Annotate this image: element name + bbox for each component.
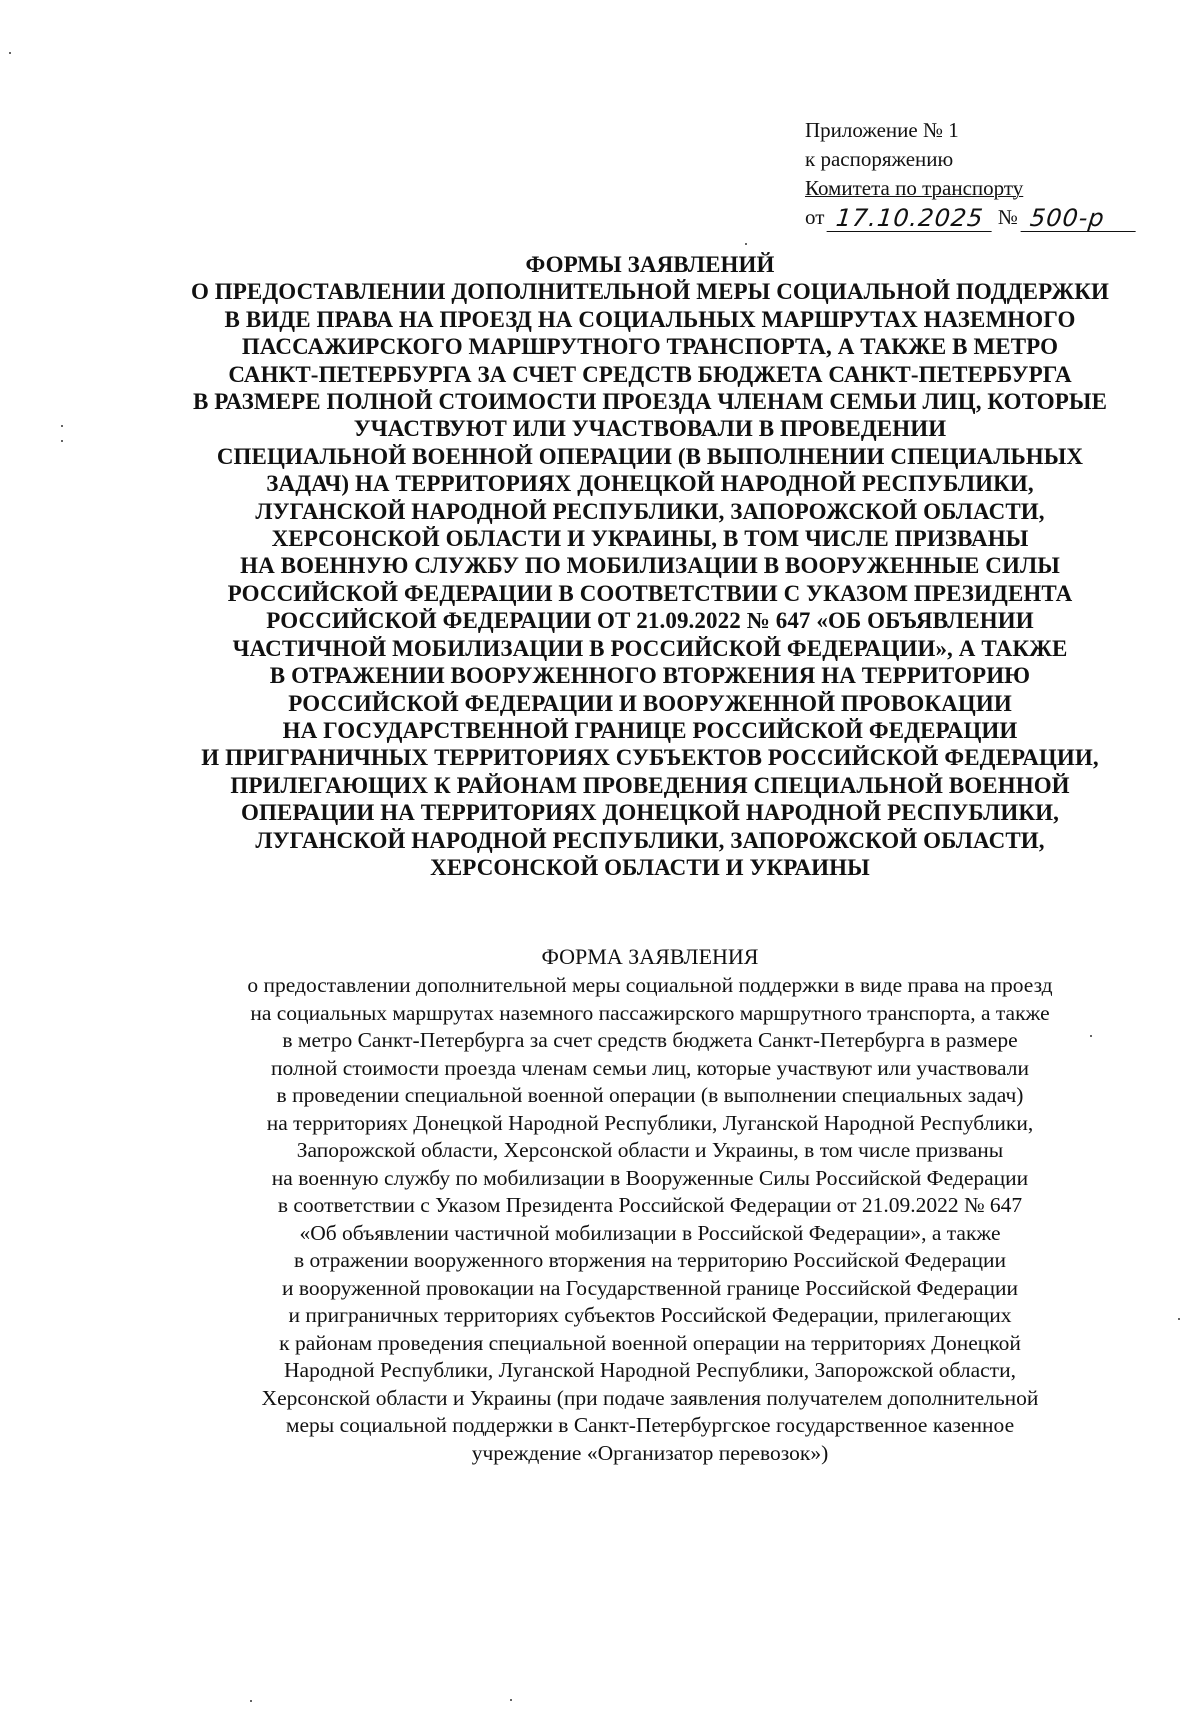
title-line: САНКТ-ПЕТЕРБУРГА ЗА СЧЕТ СРЕДСТВ БЮДЖЕТА САНКТ-ПЕТЕРБУРГА xyxy=(228,361,1072,387)
annex-line-1: Приложение № 1 xyxy=(805,118,959,142)
scan-speck xyxy=(250,1700,252,1702)
scan-speck xyxy=(1178,1318,1180,1320)
title-line: ЗАДАЧ) НА ТЕРРИТОРИЯХ ДОНЕЦКОЙ НАРОДНОЙ РЕСПУБЛИКИ, xyxy=(266,471,1034,497)
form-description-line: в метро Санкт-Петербурга за счет средств бюджета Санкт-Петербурга в размере xyxy=(282,1028,1018,1052)
scan-speck xyxy=(1090,1035,1092,1037)
form-description-line: Запорожской области, Херсонской области и Украины, в том числе призваны xyxy=(296,1138,1004,1162)
title-line: ЛУГАНСКОЙ НАРОДНОЙ РЕСПУБЛИКИ, ЗАПОРОЖСКОЙ ОБЛАСТИ, xyxy=(255,498,1045,524)
form-description-line: Херсонской области и Украины (при подаче заявления получателем дополнительной xyxy=(261,1385,1039,1410)
form-description-line: в отражении вооруженного вторжения на территорию Российской Федерации xyxy=(293,1248,1007,1272)
title-line: ЧАСТИЧНОЙ МОБИЛИЗАЦИИ В РОССИЙСКОЙ ФЕДЕРАЦИИ», А ТАКЖЕ xyxy=(232,635,1068,661)
annex-date-prefix: от xyxy=(805,205,825,229)
form-description-line: на территориях Донецкой Народной Республики, Луганской Народной Республики, xyxy=(266,1110,1034,1135)
title-line: ОПЕРАЦИИ НА ТЕРРИТОРИЯХ ДОНЕЦКОЙ НАРОДНОЙ РЕСПУБЛИКИ, xyxy=(241,800,1059,826)
form-description-line: в соответствии с Указом Президента Российской Федерации от 21.09.2022 № 647 xyxy=(277,1193,1023,1217)
form-description-line: меры социальной поддержки в Санкт-Петербургское государственное казенное xyxy=(285,1413,1015,1437)
form-description-line: на военную службу по мобилизации в Вооруженные Силы Российской Федерации xyxy=(271,1165,1029,1190)
title-line: И ПРИГРАНИЧНЫХ ТЕРРИТОРИЯХ СУБЪЕКТОВ РОССИЙСКОЙ ФЕДЕРАЦИИ, xyxy=(201,745,1099,771)
form-description-line: Народной Республики, Луганской Народной Республики, Запорожской области, xyxy=(284,1358,1016,1382)
annex-header xyxy=(805,116,1137,232)
annex-number-prefix: № xyxy=(997,205,1018,229)
title-line: ПАССАЖИРСКОГО МАРШРУТНОГО ТРАНСПОРТА, А ТАКЖЕ В МЕТРО xyxy=(241,334,1059,360)
title-line: НА ГОСУДАРСТВЕННОЙ ГРАНИЦЕ РОССИЙСКОЙ ФЕДЕРАЦИИ xyxy=(282,717,1018,743)
scan-speck xyxy=(745,243,747,245)
title-line: РОССИЙСКОЙ ФЕДЕРАЦИИ В СООТВЕТСТВИИ С УКАЗОМ ПРЕЗИДЕНТА xyxy=(227,580,1073,606)
title-line: НА ВОЕННУЮ СЛУЖБУ ПО МОБИЛИЗАЦИИ В ВООРУЖЕННЫЕ СИЛЫ xyxy=(240,553,1060,579)
annex-date-handwritten: 17.10.2025 xyxy=(827,205,995,232)
title-line: РОССИЙСКОЙ ФЕДЕРАЦИИ ОТ 21.09.2022 № 647 «ОБ ОБЪЯВЛЕНИИ xyxy=(266,608,1034,634)
title-line: ПРИЛЕГАЮЩИХ К РАЙОНАМ ПРОВЕДЕНИЯ СПЕЦИАЛЬНОЙ ВОЕННОЙ xyxy=(230,772,1070,798)
title-line: О ПРЕДОСТАВЛЕНИИ ДОПОЛНИТЕЛЬНОЙ МЕРЫ СОЦИАЛЬНОЙ ПОДДЕРЖКИ xyxy=(190,279,1110,305)
title-line: РОССИЙСКОЙ ФЕДЕРАЦИИ И ВООРУЖЕННОЙ ПРОВОКАЦИИ xyxy=(288,690,1012,716)
title-line: ХЕРСОНСКОЙ ОБЛАСТИ И УКРАИНЫ, В ТОМ ЧИСЛЕ ПРИЗВАНЫ xyxy=(271,526,1029,552)
annex-line-2: к распоряжению xyxy=(805,147,954,171)
title-line: СПЕЦИАЛЬНОЙ ВОЕННОЙ ОПЕРАЦИИ (В ВЫПОЛНЕНИИ СПЕЦИАЛЬНЫХ xyxy=(216,443,1084,469)
title-line: В РАЗМЕРЕ ПОЛНОЙ СТОИМОСТИ ПРОЕЗДА ЧЛЕНАМ СЕМЬИ ЛИЦ, КОТОРЫЕ xyxy=(192,389,1108,415)
title-line: УЧАСТВУЮТ ИЛИ УЧАСТВОВАЛИ В ПРОВЕДЕНИИ xyxy=(353,416,947,442)
scan-speck xyxy=(510,1699,512,1701)
scan-speck xyxy=(9,52,11,54)
annex-number-handwritten: 500-р xyxy=(1020,205,1138,232)
form-description-line: полной стоимости проезда членам семьи лиц, которые участвуют или участвовали xyxy=(270,1055,1030,1080)
scan-speck xyxy=(61,440,63,442)
form-description-line: «Об объявлении частичной мобилизации в Российской Федерации», а также xyxy=(299,1220,1001,1245)
annex-line-3: Комитета по транспорту xyxy=(805,176,1024,200)
document-title xyxy=(120,251,1180,881)
form-description-line: и вооруженной провокации на Государственной границе Российской Федерации xyxy=(281,1275,1019,1300)
title-line: ФОРМЫ ЗАЯВЛЕНИЙ xyxy=(525,252,775,277)
form-description-line: к районам проведения специальной военной операции на территориях Донецкой xyxy=(279,1330,1021,1355)
title-line: ЛУГАНСКОЙ НАРОДНОЙ РЕСПУБЛИКИ, ЗАПОРОЖСКОЙ ОБЛАСТИ, xyxy=(255,827,1045,853)
form-description xyxy=(120,972,1180,1467)
title-line: В ВИДЕ ПРАВА НА ПРОЕЗД НА СОЦИАЛЬНЫХ МАРШРУТАХ НАЗЕМНОГО xyxy=(224,306,1076,332)
title-line: ХЕРСОНСКОЙ ОБЛАСТИ И УКРАИНЫ xyxy=(430,854,870,880)
annex-date-number-row xyxy=(805,203,1137,232)
form-description-line: учреждение «Организатор перевозок») xyxy=(471,1440,829,1465)
form-description-line: о предоставлении дополнительной меры социальной поддержки в виде права на проезд xyxy=(247,973,1053,997)
form-description-line: и приграничных территориях субъектов Российской Федерации, прилегающих xyxy=(288,1303,1012,1327)
title-line: В ОТРАЖЕНИИ ВООРУЖЕННОГО ВТОРЖЕНИЯ НА ТЕРРИТОРИЮ xyxy=(269,663,1031,689)
form-description-line: на социальных маршрутах наземного пассажирского маршрутного транспорта, а также xyxy=(250,1000,1050,1025)
scan-speck xyxy=(61,425,63,427)
form-heading: ФОРМА ЗАЯВЛЕНИЯ xyxy=(541,944,759,969)
form-description-line: в проведении специальной военной операции (в выполнении специальных задач) xyxy=(276,1083,1024,1107)
